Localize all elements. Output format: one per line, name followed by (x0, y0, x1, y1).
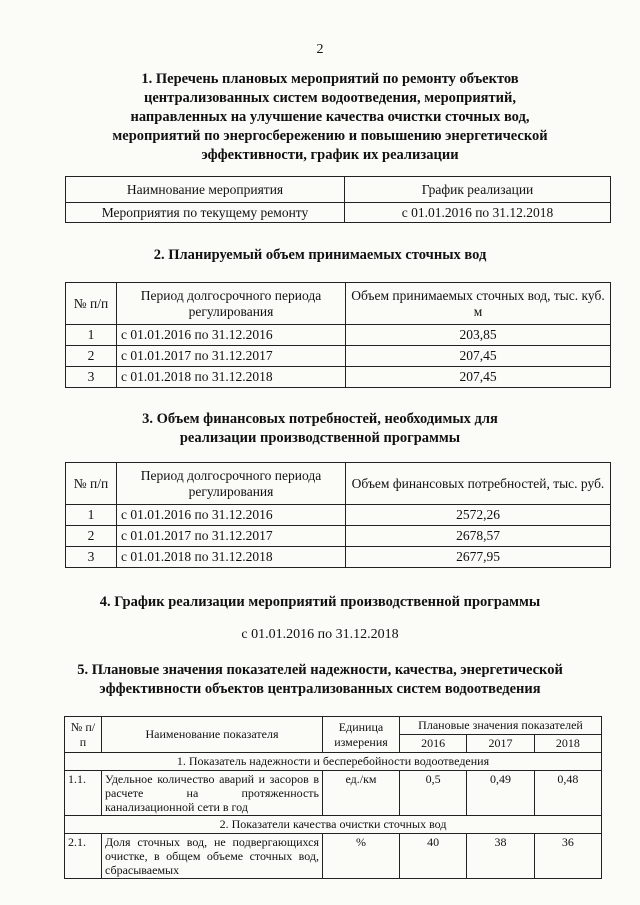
section-1-title-line: централизованных систем водоотведения, мероприятий, (144, 90, 516, 106)
header-indicator-name: Наименование показателя (102, 717, 323, 753)
row-unit: % (323, 834, 400, 879)
row-period: с 01.01.2017 по 31.12.2017 (117, 346, 346, 367)
row-period: с 01.01.2017 по 31.12.2017 (117, 526, 346, 547)
row-num: 2.1. (65, 834, 102, 879)
section-4-period: с 01.01.2016 по 31.12.2018 (241, 627, 399, 642)
section-1-title (60, 70, 600, 165)
schedule-table (65, 176, 611, 223)
group-title: 1. Показатель надежности и бесперебойности водоотведения (65, 753, 602, 771)
table-row (65, 834, 602, 879)
row-indicator-name: Доля сточных вод, не подвергающихся очистке, в общем объеме сточных вод, сбрасываемых (102, 834, 323, 879)
financial-needs-table (65, 462, 611, 568)
table-row (66, 346, 611, 367)
section-1-title-line: направленных на улучшение качества очистки сточных вод, (130, 109, 530, 125)
row-num: 2 (66, 526, 117, 547)
table-row (66, 325, 611, 346)
header-planned-values: Плановые значения показателей (400, 717, 602, 735)
table-row (66, 367, 611, 388)
header-num: № п/п (65, 717, 102, 753)
section-3-title-line: 3. Объем финансовых потребностей, необходимых для (142, 411, 498, 427)
table-row (65, 771, 602, 816)
header-measure: Наимнование мероприятия (66, 177, 345, 203)
header-year: 2016 (400, 735, 467, 753)
header-schedule: График реализации (345, 177, 611, 203)
section-3-title (0, 410, 640, 448)
header-num: № п/п (66, 283, 117, 325)
section-5-title-line: 5. Плановые значения показателей надежности, качества, энергетической (77, 662, 563, 678)
section-1-title-line: 1. Перечень плановых мероприятий по ремонту объектов (141, 71, 519, 87)
table-row (66, 505, 611, 526)
header-year: 2018 (534, 735, 601, 753)
header-unit: Единица измерения (323, 717, 400, 753)
table-row (66, 547, 611, 568)
row-period: с 01.01.2016 по 31.12.2016 (117, 325, 346, 346)
row-volume: 207,45 (346, 346, 611, 367)
cell-schedule: с 01.01.2016 по 31.12.2018 (345, 203, 611, 223)
row-value-2018: 36 (534, 834, 601, 879)
row-period: с 01.01.2018 по 31.12.2018 (117, 547, 346, 568)
row-num: 1 (66, 505, 117, 526)
row-value-2016: 40 (400, 834, 467, 879)
header-volume: Объем принимаемых сточных вод, тыс. куб. м (346, 283, 611, 325)
row-num: 3 (66, 367, 117, 388)
row-unit: ед./км (323, 771, 400, 816)
row-value-2017: 38 (467, 834, 534, 879)
section-2-title: 2. Планируемый объем принимаемых сточных вод (153, 247, 487, 263)
row-period: с 01.01.2018 по 31.12.2018 (117, 367, 346, 388)
row-value-2017: 0,49 (467, 771, 534, 816)
row-num: 1.1. (65, 771, 102, 816)
section-1-title-line: мероприятий по энергосбережению и повышению энергетической (112, 128, 548, 144)
header-year: 2017 (467, 735, 534, 753)
row-period: с 01.01.2016 по 31.12.2016 (117, 505, 346, 526)
section-5-title-line: эффективности объектов централизованных систем водоотведения (99, 681, 541, 697)
row-indicator-name: Удельное количество аварий и засоров в расчете на протяженность канализационной сети в год (102, 771, 323, 816)
header-period: Период долгосрочного периода регулирования (117, 463, 346, 505)
header-financial: Объем финансовых потребностей, тыс. руб. (346, 463, 611, 505)
row-num: 3 (66, 547, 117, 568)
cell-measure: Мероприятия по текущему ремонту (66, 203, 345, 223)
group-title: 2. Показатели качества очистки сточных вод (65, 816, 602, 834)
wastewater-volume-table (65, 282, 611, 388)
row-volume: 203,85 (346, 325, 611, 346)
indicators-table (64, 716, 602, 879)
row-amount: 2677,95 (346, 547, 611, 568)
header-num: № п/п (66, 463, 117, 505)
row-num: 2 (66, 346, 117, 367)
row-amount: 2678,57 (346, 526, 611, 547)
row-value-2016: 0,5 (400, 771, 467, 816)
row-volume: 207,45 (346, 367, 611, 388)
table-row (66, 526, 611, 547)
section-3-title-line: реализации производственной программы (179, 430, 461, 446)
section-1-title-line: эффективности, график их реализации (201, 147, 459, 163)
section-5-title (0, 661, 640, 699)
section-4-title: 4. График реализации мероприятий производственной программы (99, 594, 541, 610)
page-number: 2 (316, 42, 324, 57)
row-amount: 2572,26 (346, 505, 611, 526)
header-period: Период долгосрочного периода регулирования (117, 283, 346, 325)
row-value-2018: 0,48 (534, 771, 601, 816)
row-num: 1 (66, 325, 117, 346)
